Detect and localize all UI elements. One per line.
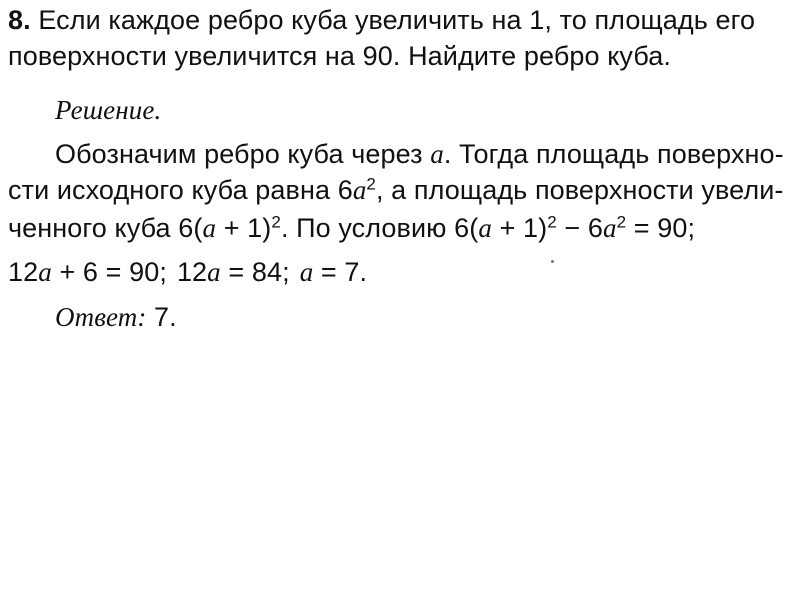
problem-number: 8. bbox=[8, 5, 31, 35]
math-variable: a bbox=[207, 257, 221, 287]
scan-speck bbox=[551, 260, 554, 263]
math-exponent: 2 bbox=[366, 174, 376, 194]
solution-text: . По условию bbox=[280, 213, 455, 243]
math-text: 6( bbox=[454, 213, 479, 243]
solution-text: Обозначим ребро куба через bbox=[55, 139, 431, 169]
math-variable: a bbox=[352, 175, 367, 205]
math-exponent: 2 bbox=[547, 212, 557, 232]
solution-line-4 bbox=[8, 255, 367, 289]
solution-heading: Решение. bbox=[55, 95, 162, 125]
solution-text: . Тогда площадь поверхно- bbox=[443, 139, 784, 169]
math-text: + 6 = 90; bbox=[51, 257, 167, 287]
math-variable: a bbox=[299, 257, 314, 287]
problem-line-2 bbox=[8, 39, 671, 73]
math-text: + 1) bbox=[216, 213, 272, 243]
problem-text-2: поверхности увеличится на 90. Найдите ребро куба. bbox=[8, 41, 671, 71]
math-variable: a bbox=[38, 257, 52, 287]
solution-line-1 bbox=[55, 137, 784, 171]
math-text: 6( bbox=[178, 213, 203, 243]
math-text: = 7. bbox=[313, 257, 368, 287]
answer-label: Ответ: bbox=[55, 302, 147, 332]
math-variable: a bbox=[478, 213, 492, 243]
answer-line bbox=[55, 300, 177, 334]
solution-text: ченного куба bbox=[8, 213, 179, 243]
math-text: − 6 bbox=[556, 213, 603, 243]
math-exponent: 2 bbox=[616, 212, 627, 232]
solution-line-2 bbox=[8, 173, 784, 207]
math-variable: a bbox=[202, 213, 217, 243]
problem-line-1 bbox=[8, 3, 755, 37]
math-text: 12 bbox=[8, 257, 39, 287]
answer-value: 7. bbox=[146, 302, 177, 332]
math-text: 12 bbox=[176, 257, 208, 287]
solution-line-3 bbox=[8, 211, 695, 245]
problem-text-1: Если каждое ребро куба увеличить на 1, то площадь его bbox=[30, 5, 756, 35]
math-variable: a bbox=[430, 139, 444, 169]
math-text: = 84; bbox=[220, 257, 290, 287]
solution-text: , а площадь поверхности увели- bbox=[375, 175, 784, 205]
math-text: + 1) bbox=[491, 213, 548, 243]
math-variable: a bbox=[603, 213, 617, 243]
math-exponent: 2 bbox=[271, 212, 281, 232]
math-text: = 90; bbox=[626, 213, 696, 243]
solution-text: сти исходного куба равна 6 bbox=[8, 175, 353, 205]
